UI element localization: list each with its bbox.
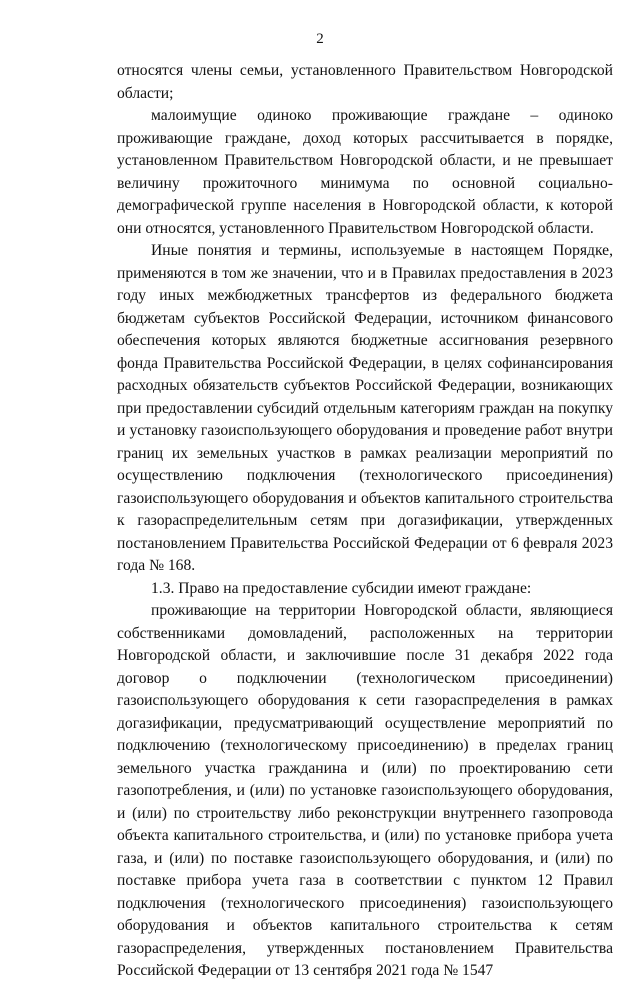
paragraph-family-members: относятся члены семьи, установленного Правительством Новгородской области; xyxy=(117,62,613,102)
paragraph-other-terms: Иные понятия и термины, используемые в настоящем Порядке, применяются в том же значении, что и в Правилах предоставления в 2023 году иных межбюджетных трансфертов из федерального бюджета бюджетам субъектов Российской Федерации, источником финансового обеспечения которых являются бюджетные ассигнования резервного фонда Правительства Российской Федерации, в целях софинансирования расходных обязательств субъектов Российской Федерации, возникающих при предоставлении субсидий отдельным категориям граждан на покупку и установку газоиспользующего оборудования и проведение работ внутри границ их земельных участков в рамках реализации мероприятий по осуществлению подключения (технологического присоединения) газоиспользующего оборудования и объектов капитального строительства к газораспределительным сетям при догазификации, утвержденных постановлением Правительства Российской Федерации от 6 февраля 2023 года № 168. xyxy=(117,242,613,574)
document-body xyxy=(117,60,613,983)
paragraph-section-1-3: 1.3. Право на предоставление субсидии имеют граждане: xyxy=(151,579,532,597)
page-number: 2 xyxy=(316,31,324,47)
paragraph-eligible-residents: проживающие на территории Новгородской области, являющиеся собственниками домовладений, расположенных на территории Новгородской области, и заключившие после 31 декабря 2022 года договор о подключении (технологическом присоединении) газоиспользующего оборудования к сети газораспределения в рамках догазификации, предусматривающий осуществление мероприятий по подключению (технологическому присоединению) в пределах границ земельного участка гражданина и (или) по проектированию сети газопотребления, и (или) по установке газоиспользующего оборудования, и (или) по строительству либо реконструкции внутреннего газопровода объекта капитального строительства, и (или) по установке прибора учета газа, и (или) по поставке газоиспользующего оборудования, и (или) по поставке прибора учета газа в соответствии с пунктом 12 Правил подключения (технологического присоединения) газоиспользующего оборудования и объектов капитального строительства к сетям газораспределения, утвержденных постановлением Правительства Российской Федерации от 13 сентября 2021 года № 1547 xyxy=(117,602,613,979)
paragraph-low-income-definition: малоимущие одиноко проживающие граждане – одиноко проживающие граждане, доход которых рассчитывается в порядке, установленном Правительством Новгородской области, и не превышает величину прожиточного минимума по основной социально-демографической группе населения в Новгородской области, к которой они относятся, установленного Правительством Новгородской области. xyxy=(117,107,613,237)
